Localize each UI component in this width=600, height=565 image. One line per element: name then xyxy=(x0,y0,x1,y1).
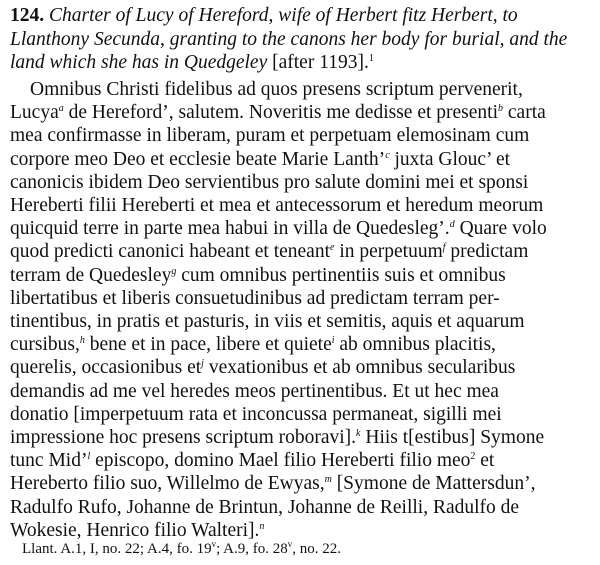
variant-mark: g xyxy=(171,265,177,277)
source-text: , no. 22. xyxy=(292,541,341,557)
body-text: demandis ad me vel heredes meos pertinentibus. Et ut hec mea xyxy=(10,380,499,402)
body-text: [Symone de Mattersdun’, xyxy=(336,473,536,495)
variant-mark: f xyxy=(442,242,446,254)
body-line-10 xyxy=(10,287,500,310)
heading-date: [after 1193]. xyxy=(272,52,369,73)
body-text: libertatibus et liberis consuetudinibus ad predictam terram per- xyxy=(10,287,500,309)
body-text: Hiis t[estibus] Symone xyxy=(365,427,545,448)
heading-line-3 xyxy=(10,51,374,75)
body-line-14 xyxy=(10,380,499,403)
body-line-17 xyxy=(10,449,494,472)
body-line-4 xyxy=(10,148,510,171)
body-text: canonicis ibidem Deo servientibus pro salute domini mei et sponsi xyxy=(10,171,529,193)
body-text: donatio [imperpetuum rata et inconcussa permaneat, sigilli mei xyxy=(10,403,502,425)
heading-text-2: Llanthony Secunda, granting to the canons her body for burial, and the xyxy=(10,28,568,50)
body-text: bene et in pace, libere et quiete xyxy=(89,334,332,356)
body-text: Lucya xyxy=(10,102,59,124)
body-line-1 xyxy=(30,78,523,101)
body-text: tinentibus, in pratis et pasturis, in viis et semitis, aquis et aquarum xyxy=(10,311,525,332)
variant-mark: b xyxy=(498,103,504,115)
body-text: querelis, occasionibus et xyxy=(10,357,202,379)
heading-line-2 xyxy=(10,28,567,52)
body-text: Omnibus Christi fidelibus ad quos presens scriptum pervenerit, xyxy=(30,79,523,100)
body-text: ab omnibus placitis, xyxy=(339,334,496,356)
body-text: impressione hoc presens scriptum roboravi]. xyxy=(10,427,357,448)
body-text: quod predicti canonici habeant et teneant xyxy=(10,241,330,263)
body-line-2 xyxy=(10,101,546,124)
body-line-11 xyxy=(10,310,525,333)
variant-mark: k xyxy=(356,428,361,439)
body-line-19 xyxy=(10,496,519,519)
source-text: Llant. A.1, I, no. 22; A.4, fo. 19 xyxy=(22,541,212,557)
verso-mark: v xyxy=(287,539,293,549)
body-line-8 xyxy=(10,240,528,263)
variant-mark: l xyxy=(87,451,91,463)
source-text: ; A.9, fo. 28 xyxy=(216,541,288,557)
footnote-mark: 2 xyxy=(470,451,476,463)
body-text: Hereberti filii Hereberti et mea et antecessorum et heredum meorum xyxy=(10,195,544,216)
heading-text-1: Charter of Lucy of Hereford, wife of Herbert fitz Herbert, to xyxy=(49,5,518,26)
body-text: Wokesie, Henrico filio Walteri]. xyxy=(10,519,260,541)
variant-mark: j xyxy=(201,358,204,370)
variant-mark: h xyxy=(79,335,85,347)
variant-mark: a xyxy=(58,103,64,115)
body-line-5 xyxy=(10,171,528,194)
variant-mark: e xyxy=(330,242,335,254)
body-text: cursibus, xyxy=(10,334,80,356)
variant-mark: c xyxy=(385,149,390,161)
body-text: mea confirmasse in liberam, puram et perpetuam elemosinam cum xyxy=(10,125,530,147)
body-text: in perpetuum xyxy=(339,241,443,263)
body-line-20 xyxy=(10,519,264,542)
footnote-mark: 1 xyxy=(368,53,374,64)
variant-mark: m xyxy=(324,474,332,486)
body-text: et xyxy=(480,450,495,472)
body-text: quicquid terre in parte mea habui in villa de Quedesleg’. xyxy=(10,218,450,240)
heading-text-3: land which she has in Quedgeley xyxy=(10,52,268,73)
verso-mark: v xyxy=(211,539,217,549)
body-text: terram de Quedesley xyxy=(10,264,172,286)
body-text: juxta Glouc’ et xyxy=(394,148,511,170)
body-line-13 xyxy=(10,356,515,379)
body-line-15 xyxy=(10,403,502,426)
body-line-3 xyxy=(10,124,529,147)
body-text: corpore meo Deo et ecclesie beate Marie Lanth’ xyxy=(10,148,386,170)
heading-line-1 xyxy=(10,4,518,28)
body-text: vexationibus et ab omnibus secularibus xyxy=(208,357,516,379)
charter-number: 124. xyxy=(10,5,45,26)
body-text: tunc Mid’ xyxy=(10,450,88,472)
body-text: Quare volo xyxy=(459,218,547,240)
body-text: Radulfo Rufo, Johanne de Brintun, Johanne de Reilli, Radulfo de xyxy=(10,496,520,518)
body-text: carta xyxy=(507,102,546,124)
body-line-12 xyxy=(10,333,496,356)
body-line-18 xyxy=(10,472,535,495)
body-text: de Hereford’, salutem. Noveritis me dedisse et presenti xyxy=(68,102,499,124)
body-line-16 xyxy=(10,426,544,449)
variant-mark: n xyxy=(259,520,265,532)
variant-mark: d xyxy=(449,219,455,231)
body-line-7 xyxy=(10,217,547,240)
body-line-9 xyxy=(10,264,506,287)
variant-mark: i xyxy=(331,335,335,347)
body-text: predictam xyxy=(450,241,529,263)
body-text: cum omnibus pertinentiis suis et omnibus xyxy=(181,264,506,286)
body-text: Hereberto filio suo, Willelmo de Ewyas, xyxy=(10,473,325,495)
body-text: episcopo, domino Mael filio Hereberti filio meo xyxy=(95,450,471,472)
body-line-6 xyxy=(10,194,543,217)
